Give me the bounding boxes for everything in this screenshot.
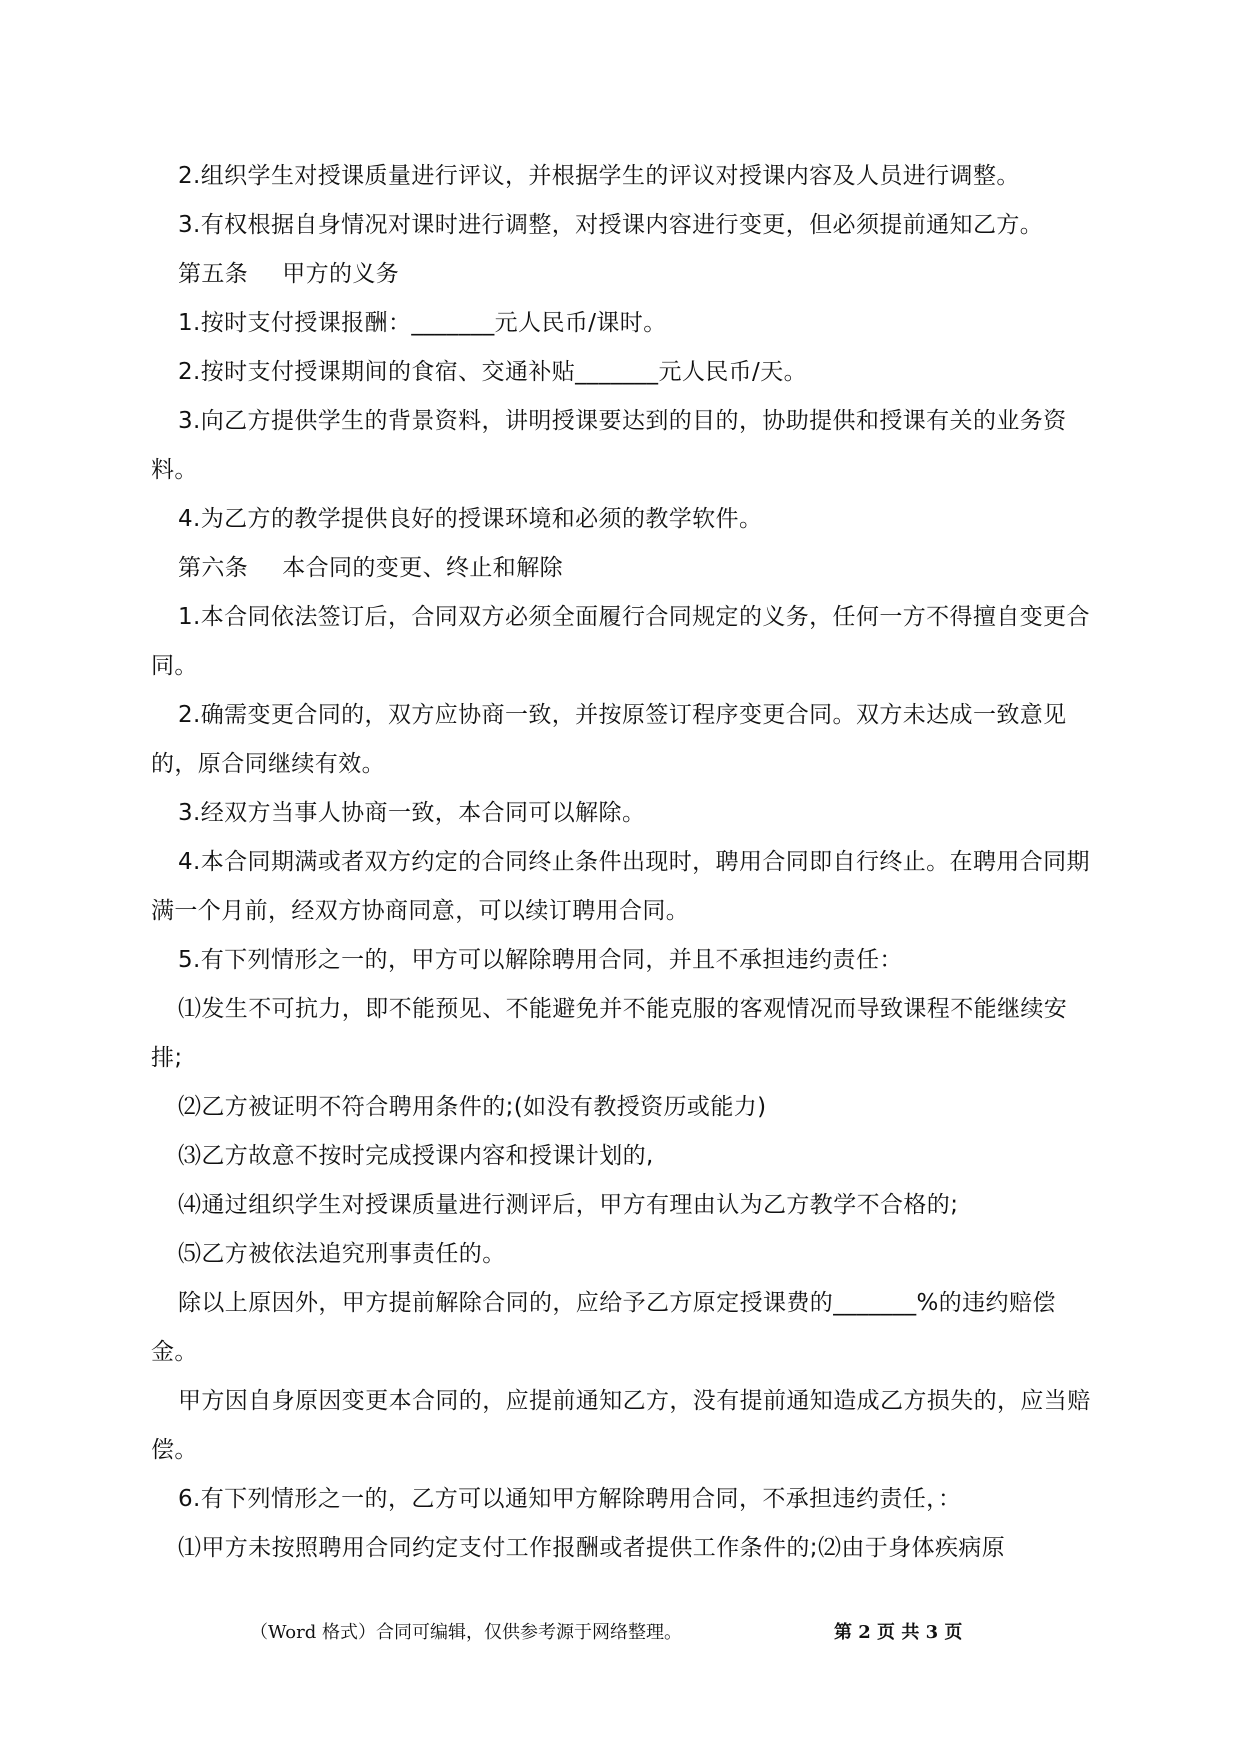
list-item: 2.确需变更合同的，双方应协商一致，并按原签订程序变更合同。双方未达成一致意见的，原合同继续有效。 bbox=[151, 702, 1067, 777]
article-number: 第五条 bbox=[178, 261, 249, 287]
list-item: 2.按时支付授课期间的食宿、交通补贴_______元人民币/天。 bbox=[178, 359, 807, 385]
list-item: 3.有权根据自身情况对课时进行调整，对授课内容进行变更，但必须提前通知乙方。 bbox=[178, 212, 1044, 238]
article-heading bbox=[151, 544, 1091, 593]
list-item: ⑷通过组织学生对授课质量进行测评后，甲方有理由认为乙方教学不合格的; bbox=[178, 1192, 959, 1218]
list-item: ⑴甲方未按照聘用合同约定支付工作报酬或者提供工作条件的;⑵由于身体疾病原 bbox=[178, 1535, 1006, 1561]
paragraph: 甲方因自身原因变更本合同的，应提前通知乙方，没有提前通知造成乙方损失的，应当赔偿。 bbox=[151, 1388, 1091, 1463]
list-item: ⑴发生不可抗力，即不能预见、不能避免并不能克服的客观情况而导致课程不能继续安排; bbox=[151, 996, 1068, 1071]
list-item: ⑸乙方被依法追究刑事责任的。 bbox=[178, 1241, 506, 1267]
list-item: ⑶乙方故意不按时完成授课内容和授课计划的, bbox=[178, 1143, 654, 1169]
article-title: 甲方的义务 bbox=[282, 261, 400, 287]
list-item: 4.本合同期满或者双方约定的合同终止条件出现时，聘用合同即自行终止。在聘用合同期满一个月前，经双方协商同意，可以续订聘用合同。 bbox=[151, 849, 1090, 924]
contract-body bbox=[151, 152, 1091, 1573]
list-item: ⑵乙方被证明不符合聘用条件的;(如没有教授资历或能力) bbox=[178, 1094, 767, 1120]
list-item: 5.有下列情形之一的，甲方可以解除聘用合同，并且不承担违约责任： bbox=[178, 947, 903, 973]
footer-note: （Word 格式）合同可编辑，仅供参考源于网络整理。 bbox=[250, 1622, 682, 1643]
list-item: 1.本合同依法签订后，合同双方必须全面履行合同规定的义务，任何一方不得擅自变更合同。 bbox=[151, 604, 1090, 679]
list-item: 1.按时支付授课报酬：_______元人民币/课时。 bbox=[178, 310, 667, 336]
list-item: 2.组织学生对授课质量进行评议，并根据学生的评议对授课内容及人员进行调整。 bbox=[178, 163, 1020, 189]
article-title: 本合同的变更、终止和解除 bbox=[282, 555, 564, 581]
list-item: 4.为乙方的教学提供良好的授课环境和必须的教学软件。 bbox=[178, 506, 763, 532]
page-indicator: 第 2 页 共 3 页 bbox=[834, 1622, 963, 1643]
page-footer bbox=[0, 1618, 1241, 1646]
article-heading bbox=[151, 250, 1091, 299]
list-item: 6.有下列情形之一的，乙方可以通知甲方解除聘用合同，不承担违约责任，： bbox=[178, 1486, 962, 1512]
article-number: 第六条 bbox=[178, 555, 249, 581]
paragraph: 除以上原因外，甲方提前解除合同的，应给予乙方原定授课费的_______%的违约赔偿金。 bbox=[151, 1290, 1056, 1365]
list-item: 3.向乙方提供学生的背景资料，讲明授课要达到的目的，协助提供和授课有关的业务资料。 bbox=[151, 408, 1067, 483]
list-item: 3.经双方当事人协商一致，本合同可以解除。 bbox=[178, 800, 646, 826]
